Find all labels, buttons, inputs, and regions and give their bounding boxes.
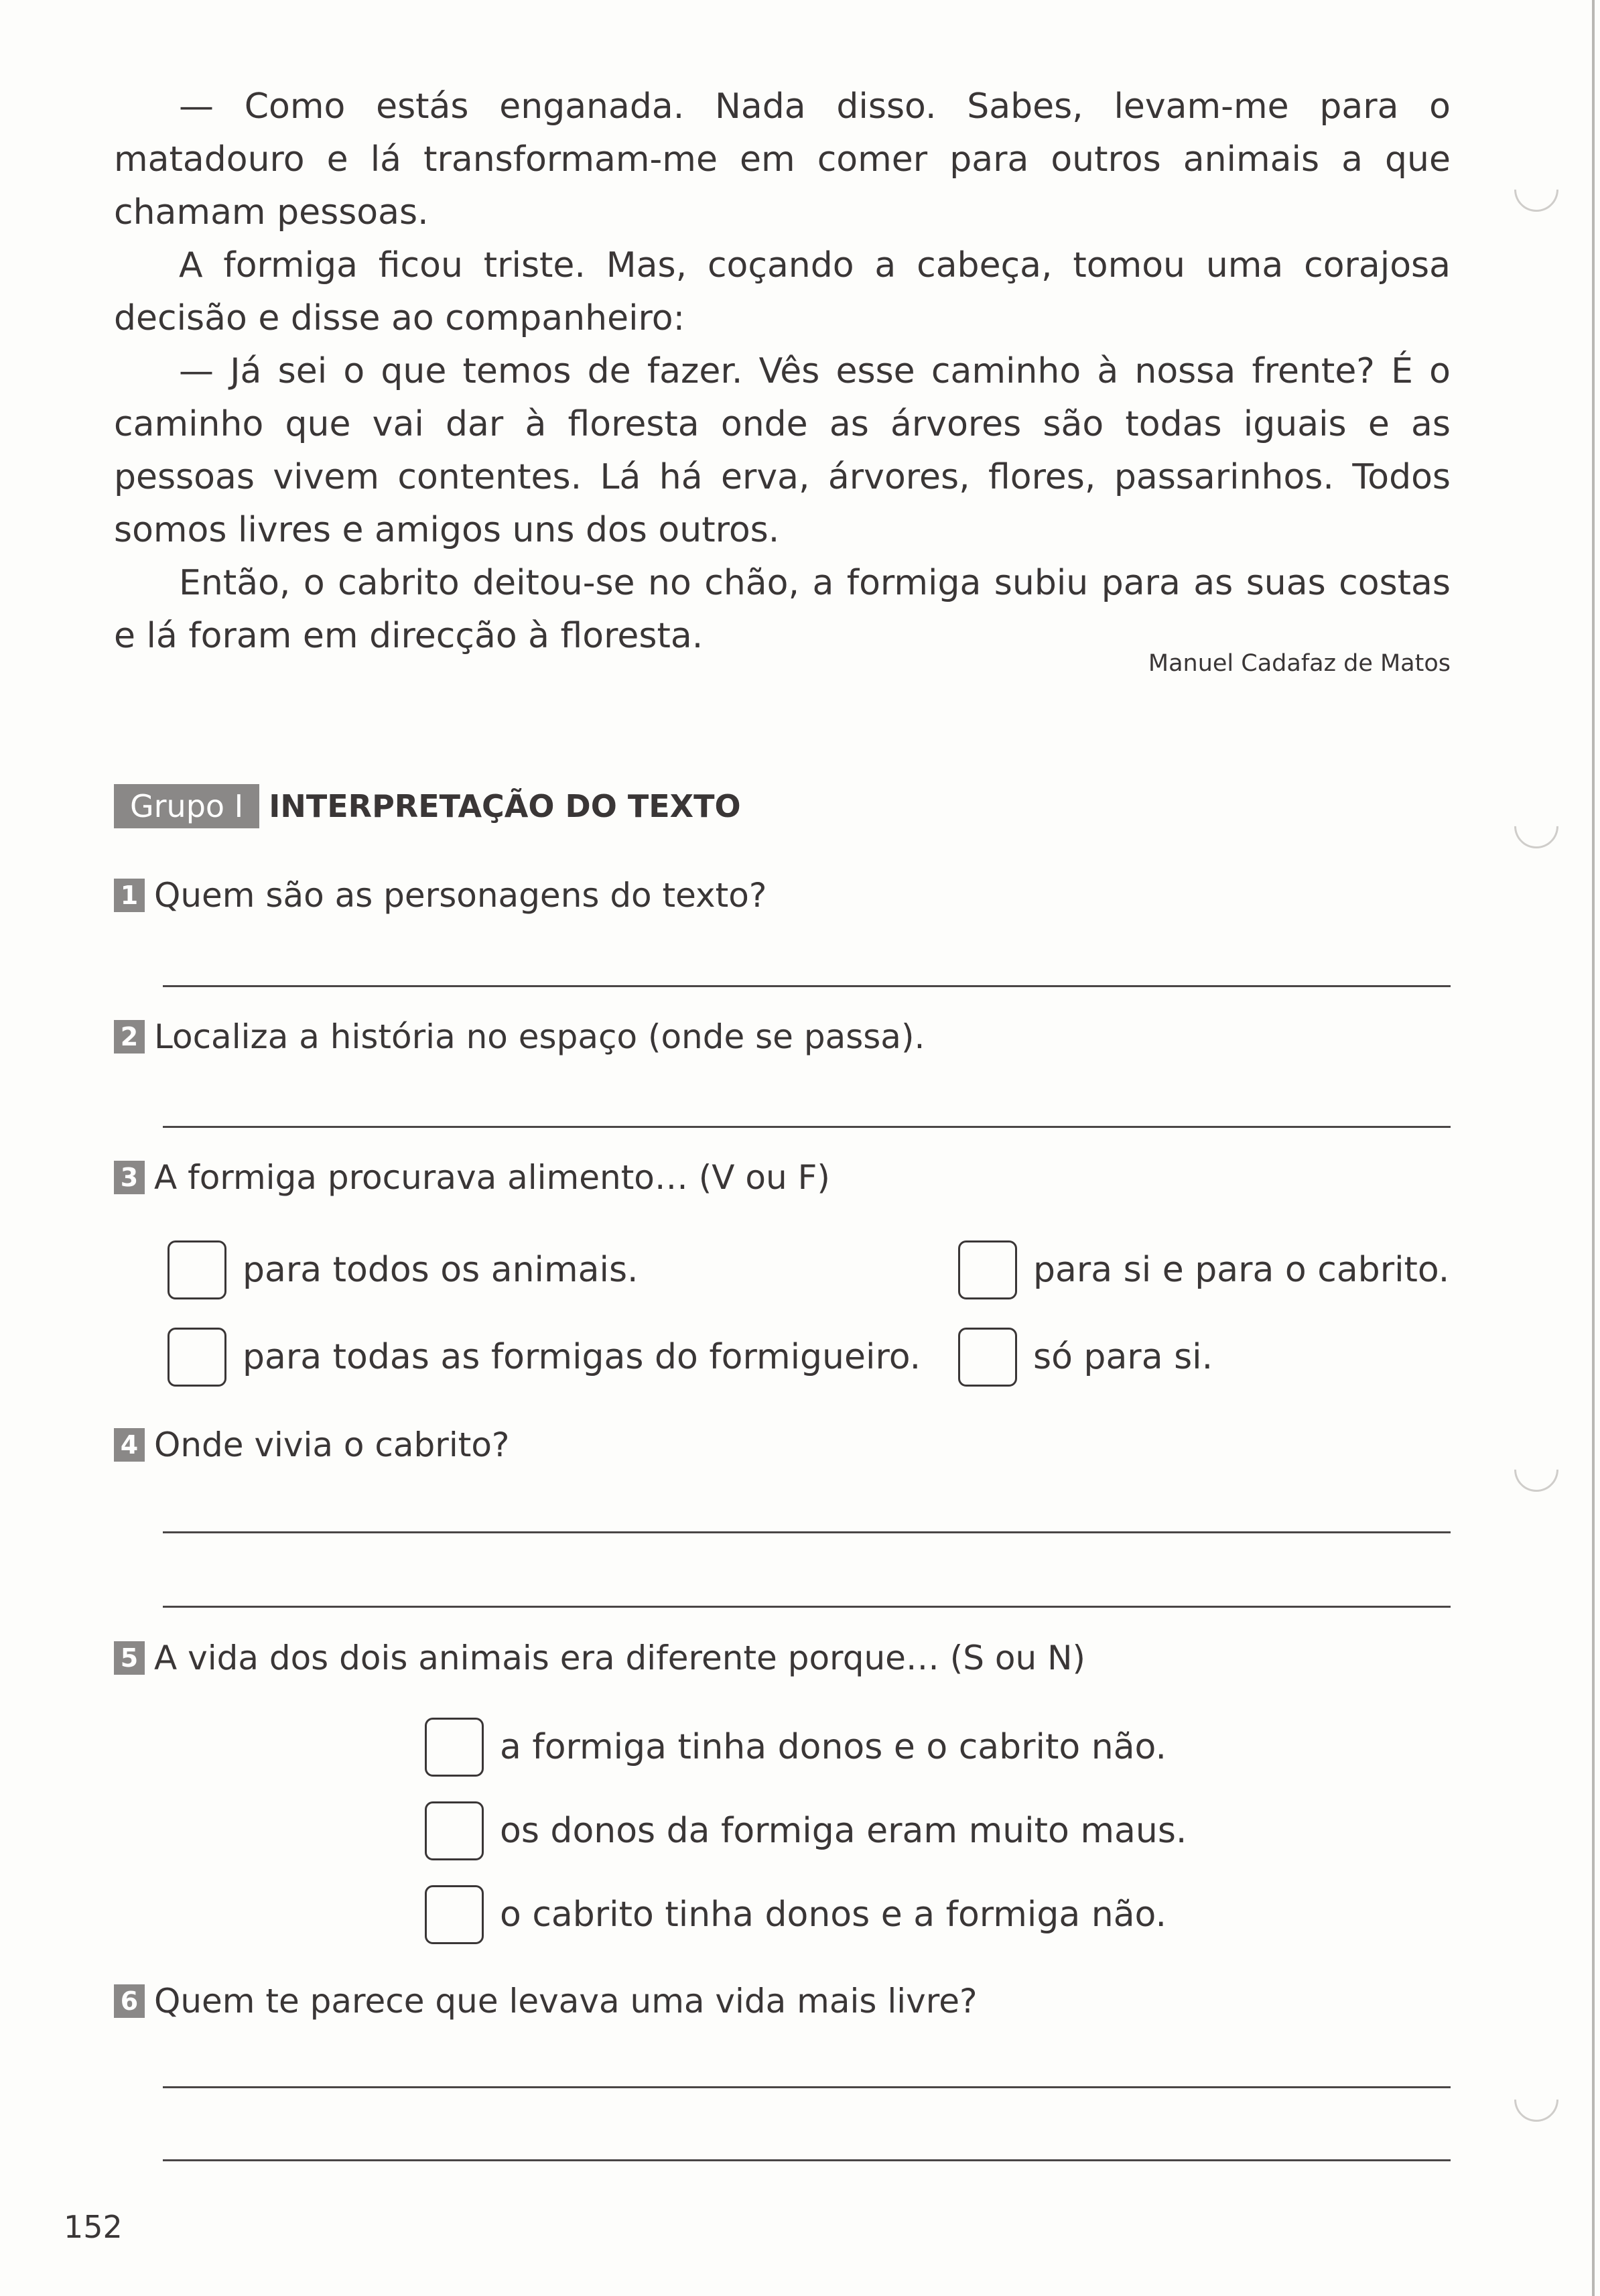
story-text [114,80,1451,663]
option-label: para todas as formigas do formigueiro. [243,1337,921,1377]
question-number: 1 [114,879,145,912]
question-number: 5 [114,1641,145,1675]
question-number: 4 [114,1428,145,1462]
binder-hole-mark [1505,1438,1567,1501]
question-text: Quem te parece que levava uma vida mais livre? [154,1982,978,2021]
option-label: o cabrito tinha donos e a formiga não. [500,1895,1166,1935]
answer-checkbox[interactable] [958,1328,1017,1387]
answer-checkbox[interactable] [168,1240,226,1299]
option-label: só para si. [1033,1337,1213,1377]
binder-hole-mark [1505,795,1567,857]
answer-line[interactable] [163,1606,1451,1608]
answer-line[interactable] [163,1531,1451,1533]
question-text: A formiga procurava alimento… (V ou F) [154,1158,830,1197]
question-4 [114,1425,509,1464]
option-row [425,1718,1166,1777]
question-2 [114,1017,925,1056]
answer-checkbox[interactable] [425,1801,484,1860]
answer-checkbox[interactable] [425,1885,484,1944]
answer-line[interactable] [163,2159,1451,2161]
question-text: Onde vivia o cabrito? [154,1425,510,1464]
question-1 [114,876,766,915]
page-edge [1592,0,1595,2296]
answer-checkbox[interactable] [425,1718,484,1777]
answer-line[interactable] [163,985,1451,987]
answer-line[interactable] [163,1126,1451,1128]
binder-hole-mark [1505,2068,1567,2130]
option-row [425,1801,1187,1860]
option-row [958,1240,1449,1299]
question-6 [114,1982,978,2021]
question-text: Quem são as personagens do texto? [154,876,767,915]
answer-line[interactable] [163,2086,1451,2088]
answer-checkbox[interactable] [958,1240,1017,1299]
option-row [168,1240,639,1299]
question-5 [114,1639,1085,1677]
question-text: A vida dos dois animais era diferente porque… (S ou N) [154,1639,1086,1677]
answer-checkbox[interactable] [168,1328,226,1387]
option-label: para si e para o cabrito. [1033,1250,1450,1290]
story-paragraph: — Como estás enganada. Nada disso. Sabes, levam-me para o matadouro e lá transformam-me em comer para outros animais a que chamam pessoas. [114,86,1451,233]
option-row [168,1328,921,1387]
question-number: 6 [114,1984,145,2018]
group-title: INTERPRETAÇÃO DO TEXTO [269,788,741,824]
binder-hole-mark [1505,158,1567,220]
option-label: os donos da formiga eram muito maus. [500,1811,1187,1851]
group-header [114,784,741,828]
option-row [958,1328,1213,1387]
option-row [425,1885,1166,1944]
story-paragraph: — Já sei o que temos de fazer. Vês esse caminho à nossa frente? É o caminho que vai dar à floresta onde as árvores são todas iguais e as pessoas vivem contentes. Lá há erva, árvores, flores, passarinhos. Todos somos livres e amigos uns dos outros. [114,351,1451,550]
author-credit: Manuel Cadafaz de Matos [1148,650,1451,677]
option-label: para todos os animais. [243,1250,639,1290]
option-label: a formiga tinha donos e o cabrito não. [500,1727,1166,1767]
story-paragraph: Então, o cabrito deitou-se no chão, a formiga subiu para as suas costas e lá foram em direcção à floresta. [114,563,1451,656]
story-paragraph: A formiga ficou triste. Mas, coçando a cabeça, tomou uma corajosa decisão e disse ao companheiro: [114,245,1451,338]
question-text: Localiza a história no espaço (onde se passa). [154,1017,925,1056]
page-number: 152 [64,2209,123,2245]
question-number: 3 [114,1161,145,1194]
question-number: 2 [114,1020,145,1054]
question-3 [114,1158,830,1197]
group-badge: Grupo I [114,784,259,828]
